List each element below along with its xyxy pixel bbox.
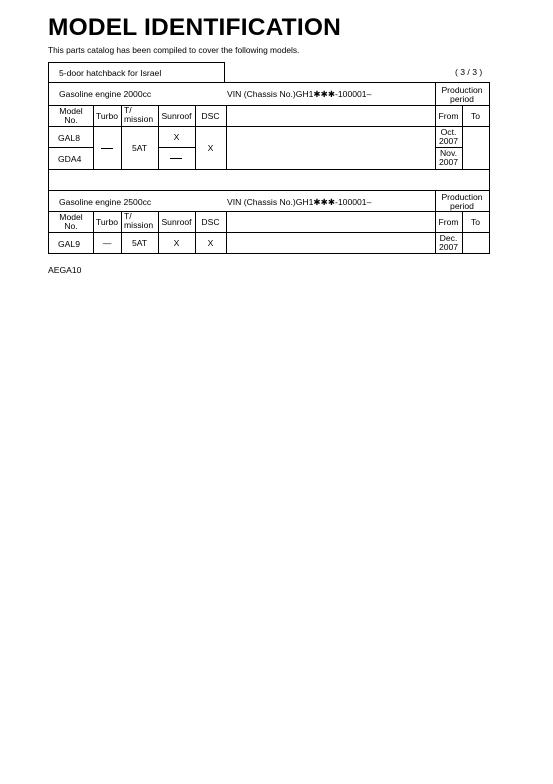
sunroof-none-mark — [170, 158, 182, 159]
model-no-header: Model No. — [59, 212, 83, 231]
model-code: GDA4 — [58, 154, 82, 164]
dsc-header: DSC — [201, 217, 220, 227]
table-rule — [49, 169, 489, 170]
table-rule — [158, 147, 195, 148]
table-rule — [49, 211, 489, 212]
sunroof-value: X — [173, 238, 180, 248]
sunroof-header: Sunroof — [161, 111, 192, 121]
market-tab: 5-door hatchback for Israel — [48, 62, 225, 82]
dsc-value: X — [207, 238, 214, 248]
dsc-value: X — [207, 143, 214, 153]
to-header: To — [470, 111, 481, 121]
model-code: GAL8 — [58, 133, 80, 143]
footer-code: AEGA10 — [48, 265, 82, 275]
production-header: Production period — [441, 85, 483, 104]
from-date: Nov. 2007 — [438, 148, 459, 167]
engine-label: Gasoline engine 2000cc — [59, 89, 152, 99]
page-subtitle: This parts catalog has been compiled to cover the following models. — [48, 45, 300, 55]
from-date: Oct. 2007 — [438, 127, 459, 146]
table-rule — [49, 147, 93, 148]
model-no-header: Model No. — [59, 106, 83, 125]
turbo-header: Turbo — [95, 217, 119, 227]
table-rule — [49, 105, 489, 106]
page-indicator: ( 3 / 3 ) — [455, 67, 483, 77]
from-header: From — [438, 217, 459, 227]
model-table — [48, 82, 490, 254]
production-header: Production period — [441, 192, 483, 211]
from-date: Dec. 2007 — [438, 233, 459, 252]
transmission-header: T/ mission — [124, 105, 154, 124]
table-rule — [49, 232, 489, 233]
table-rule — [121, 105, 122, 169]
to-header: To — [470, 217, 481, 227]
transmission-value: 5AT — [131, 238, 148, 248]
from-header: From — [438, 111, 459, 121]
table-rule — [49, 190, 489, 191]
table-rule — [226, 105, 227, 169]
transmission-value: 5AT — [131, 143, 148, 153]
sunroof-value: X — [173, 132, 180, 142]
vin-label: VIN (Chassis No.)GH1✱✱✱-100001– — [227, 89, 372, 99]
turbo-none-mark — [101, 148, 113, 149]
table-rule — [49, 126, 489, 127]
turbo-value: — — [102, 238, 112, 248]
dsc-header: DSC — [201, 111, 220, 121]
turbo-header: Turbo — [95, 111, 119, 121]
vin-label: VIN (Chassis No.)GH1✱✱✱-100001– — [227, 197, 372, 207]
table-rule — [226, 211, 227, 254]
page-title: MODEL IDENTIFICATION — [48, 14, 341, 41]
engine-label: Gasoline engine 2500cc — [59, 197, 152, 207]
model-code: GAL9 — [58, 239, 80, 249]
transmission-header: T/ mission — [124, 211, 154, 230]
sunroof-header: Sunroof — [161, 217, 192, 227]
